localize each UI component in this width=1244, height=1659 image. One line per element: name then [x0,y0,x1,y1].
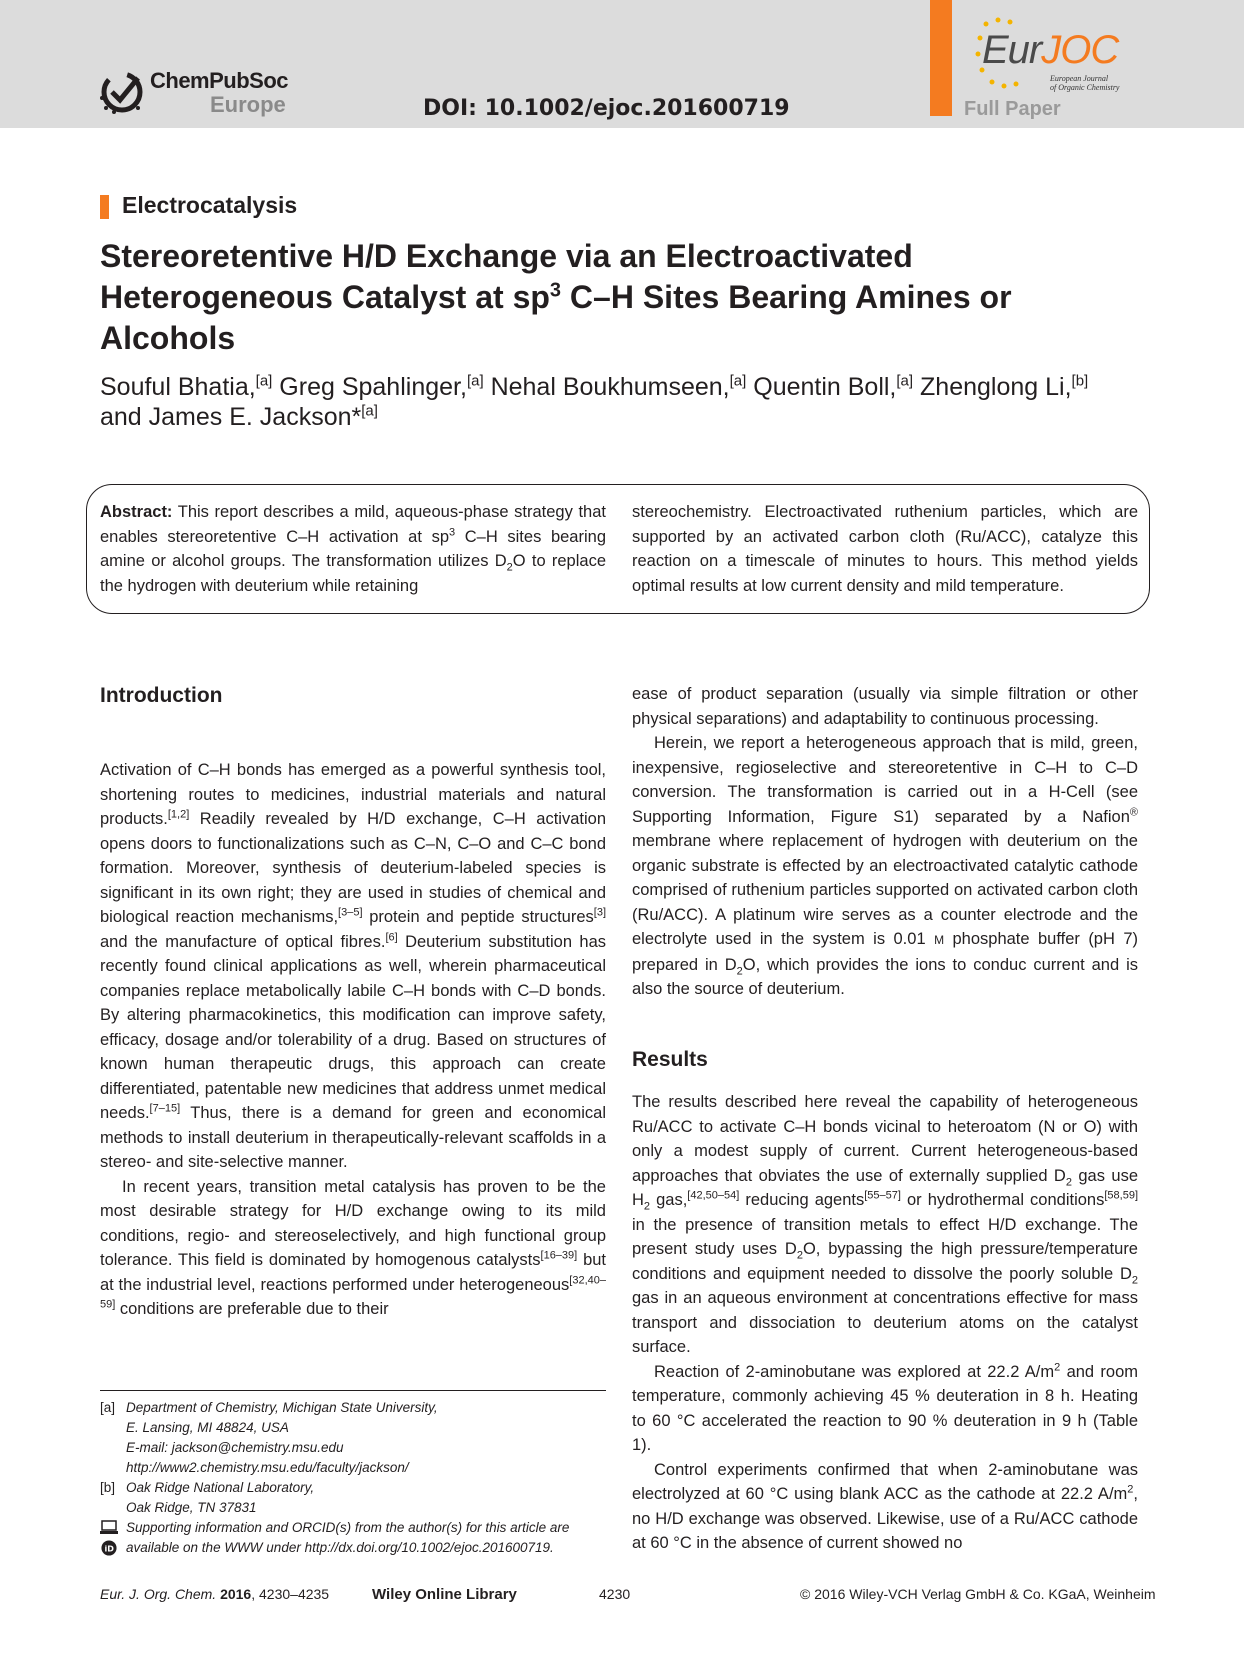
footnote-a: [a] Department of Chemistry, Michigan State University, E. Lansing, MI 48824, USA E-mail: jackson@chemistry.msu.edu http://www2.chemistry.msu.edu/faculty/jackson/ [100,1400,438,1475]
article-title: Stereoretentive H/D Exchange via an Electroactivated Heterogeneous Catalyst at $sp^3$ C–H Sites Bearing Amines or Alcohols [100,238,1012,356]
computer-icon [100,1520,118,1536]
footer-citation: Eur. J. Org. Chem. 2016, 4230–4235 [100,1586,330,1602]
results-paragraph-2: Reaction of 2-aminobutane was explored at 22.2 $A/m^2$ and room temperature, commonly achieving 45 % deuteration in 8 h. Heating to 60 °C accelerated the reaction to 90 % deuteration in 9 h (Table 1). [632,1361,1139,1454]
journal-name: EurJOC [982,28,1119,72]
eurjoc-logo [960,10,1140,94]
introduction-left-column [100,758,606,1322]
footer-library: Wiley Online Library [372,1586,517,1603]
introduction-right-column [632,682,1138,1002]
chempubsoc-logo [98,64,298,120]
footnote-rule [100,1390,606,1391]
intro-paragraph-1: Activation of C–H bonds has emerged as a powerful synthesis tool, shortening routes to medicines, industrial materials and natural products.[1,2] Readily revealed by H/D exchange, C–H activation opens doors to functionalizations such as C–N, C–O and C–C bond formation. Moreover, synthesis of deuterium-labeled species is significant in its own right; they are used in studies of chemical and biological reaction mechanisms,[3–5] protein and peptide structures[3] and the manufacture of optical fibres.[6] Deuterium substitution has recently found clinical applications as well, wherein pharmaceutical companies replace metabolically labile C–H bonds with C–D bonds. By altering pharmacokinetics, this modification can improve safety, efficacy, dosage and/or tolerability of a drug. Based on structures of known human therapeutic drugs, this approach can create differentiated, patentable new medicines that address unmet medical needs.[7–15] Thus, there is a demand for green and economical methods to install deuterium in therapeutically-relevant scaffolds in a stereo- and site-selective manner. [100,761,606,1171]
results-column [632,1090,1138,1556]
author-list: Souful Bhatia,[a] Greg Spahlinger,[a] Nehal Boukhumseen,[a] Quentin Boll,[a] Zhenglong Li,[b] and James E. Jackson*[a] [100,372,1089,431]
introduction-heading: Introduction [100,684,223,707]
footer-page-number: 4230 [599,1586,631,1602]
results-paragraph-3: Control experiments confirmed that when 2-aminobutane was electrolyzed at 60 °C using blank ACC as the cathode at 22.2 $A/m^2$, no H/D exchange was observed. Likewise, use of a Ru/ACC cathode at 60 °C in the absence of current showed no [632,1460,1138,1552]
orcid-icon [100,1540,118,1556]
footnote-supporting-info: iD Supporting information and ORCID(s) from the author(s) for this article are available on the WWW under http://dx.doi.org/10.1002/ejoc.201600719. [100,1518,620,1558]
footnotes [100,1398,620,1558]
svg-text:iD: iD [104,1544,114,1554]
chempubsoc-swirl-icon [98,64,150,116]
society-name-line2: Europe [210,92,286,117]
intro-paragraph-2: In recent years, transition metal catalysis has proven to be the most desirable strategy for H/D exchange owing to its mild conditions, regio- and stereoselectively, and high functional group tolerance. This field is dominated by homogenous catalysts[16–39] but at the industrial level, reactions performed under heterogeneous[32,40–59] conditions are preferable due to their [100,1177,606,1318]
footer-copyright: © 2016 Wiley-VCH Verlag GmbH & Co. KGaA, Weinheim [800,1586,1156,1602]
abstract-left: Abstract: This report describes a mild, aqueous-phase strategy that enables stereoretentive C–H activation at $sp^3$ C–H sites bearing amine or alcohol groups. The transformation utilizes $D_2O$ to replace the hydrogen with deuterium while retaining [100,503,606,595]
section-tag: Electrocatalysis [100,192,297,219]
journal-subtitle: European Journal of Organic Chemistry [1050,74,1120,92]
accent-bar [930,0,952,116]
results-heading: Results [632,1048,708,1071]
intro-paragraph-3: ease of product separation (usually via simple filtration or other physical separations) and adaptability to continuous processing. [632,685,1138,728]
society-name-line1: ChemPubSoc [150,68,289,93]
results-paragraph-1: The results described here reveal the capability of heterogeneous Ru/ACC to activate C–H bonds vicinal to heteroatom (N or O) with only a modest supply of current. Current heterogeneous-based approaches that obviates the use of externally supplied $D_2$ gas use $H_2$ gas,[42,50–54] reducing agents[55–57] or hydrothermal conditions[58,59] in the presence of transition metals to effect H/D exchange. The present study uses $D_2O$, bypassing the high pressure/temperature conditions and equipment needed to dissolve the poorly soluble $D_2$ gas in an aqueous environment at concentrations effective for mass transport and dissociation to deuterium atoms on the catalyst surface. [632,1093,1139,1356]
intro-paragraph-4: Herein, we report a heterogeneous approach that is mild, green, inexpensive, regioselective and stereoretentive in C–H to C–D conversion. The transformation is carried out in a H-Cell (see Supporting Information, Figure S1) separated by a Nafion® membrane where replacement of hydrogen with deuterium on the organic substrate is effected by an electroactivated catalytic cathode comprised of ruthenium particles supported on activated carbon cloth (Ru/ACC). A platinum wire serves as a counter electrode and the electrolyte used in the system is 0.01 M phosphate buffer (pH 7) prepared in $D_2O$, which provides the ions to conduc current and is also the source of deuterium. [632,734,1139,998]
footnote-b: [b] Oak Ridge National Laboratory, Oak Ridge, TN 37831 [100,1480,315,1515]
abstract-right: stereochemistry. Electroactivated ruthenium particles, which are supported by an activated carbon cloth (Ru/ACC), catalyze this reaction on a timescale of minutes to hours. This method yields optimal results at low current density and mild temperature. [632,503,1138,595]
doi: DOI: 10.1002/ejoc.201600719 [423,96,790,121]
paper-type: Full Paper [964,98,1061,120]
